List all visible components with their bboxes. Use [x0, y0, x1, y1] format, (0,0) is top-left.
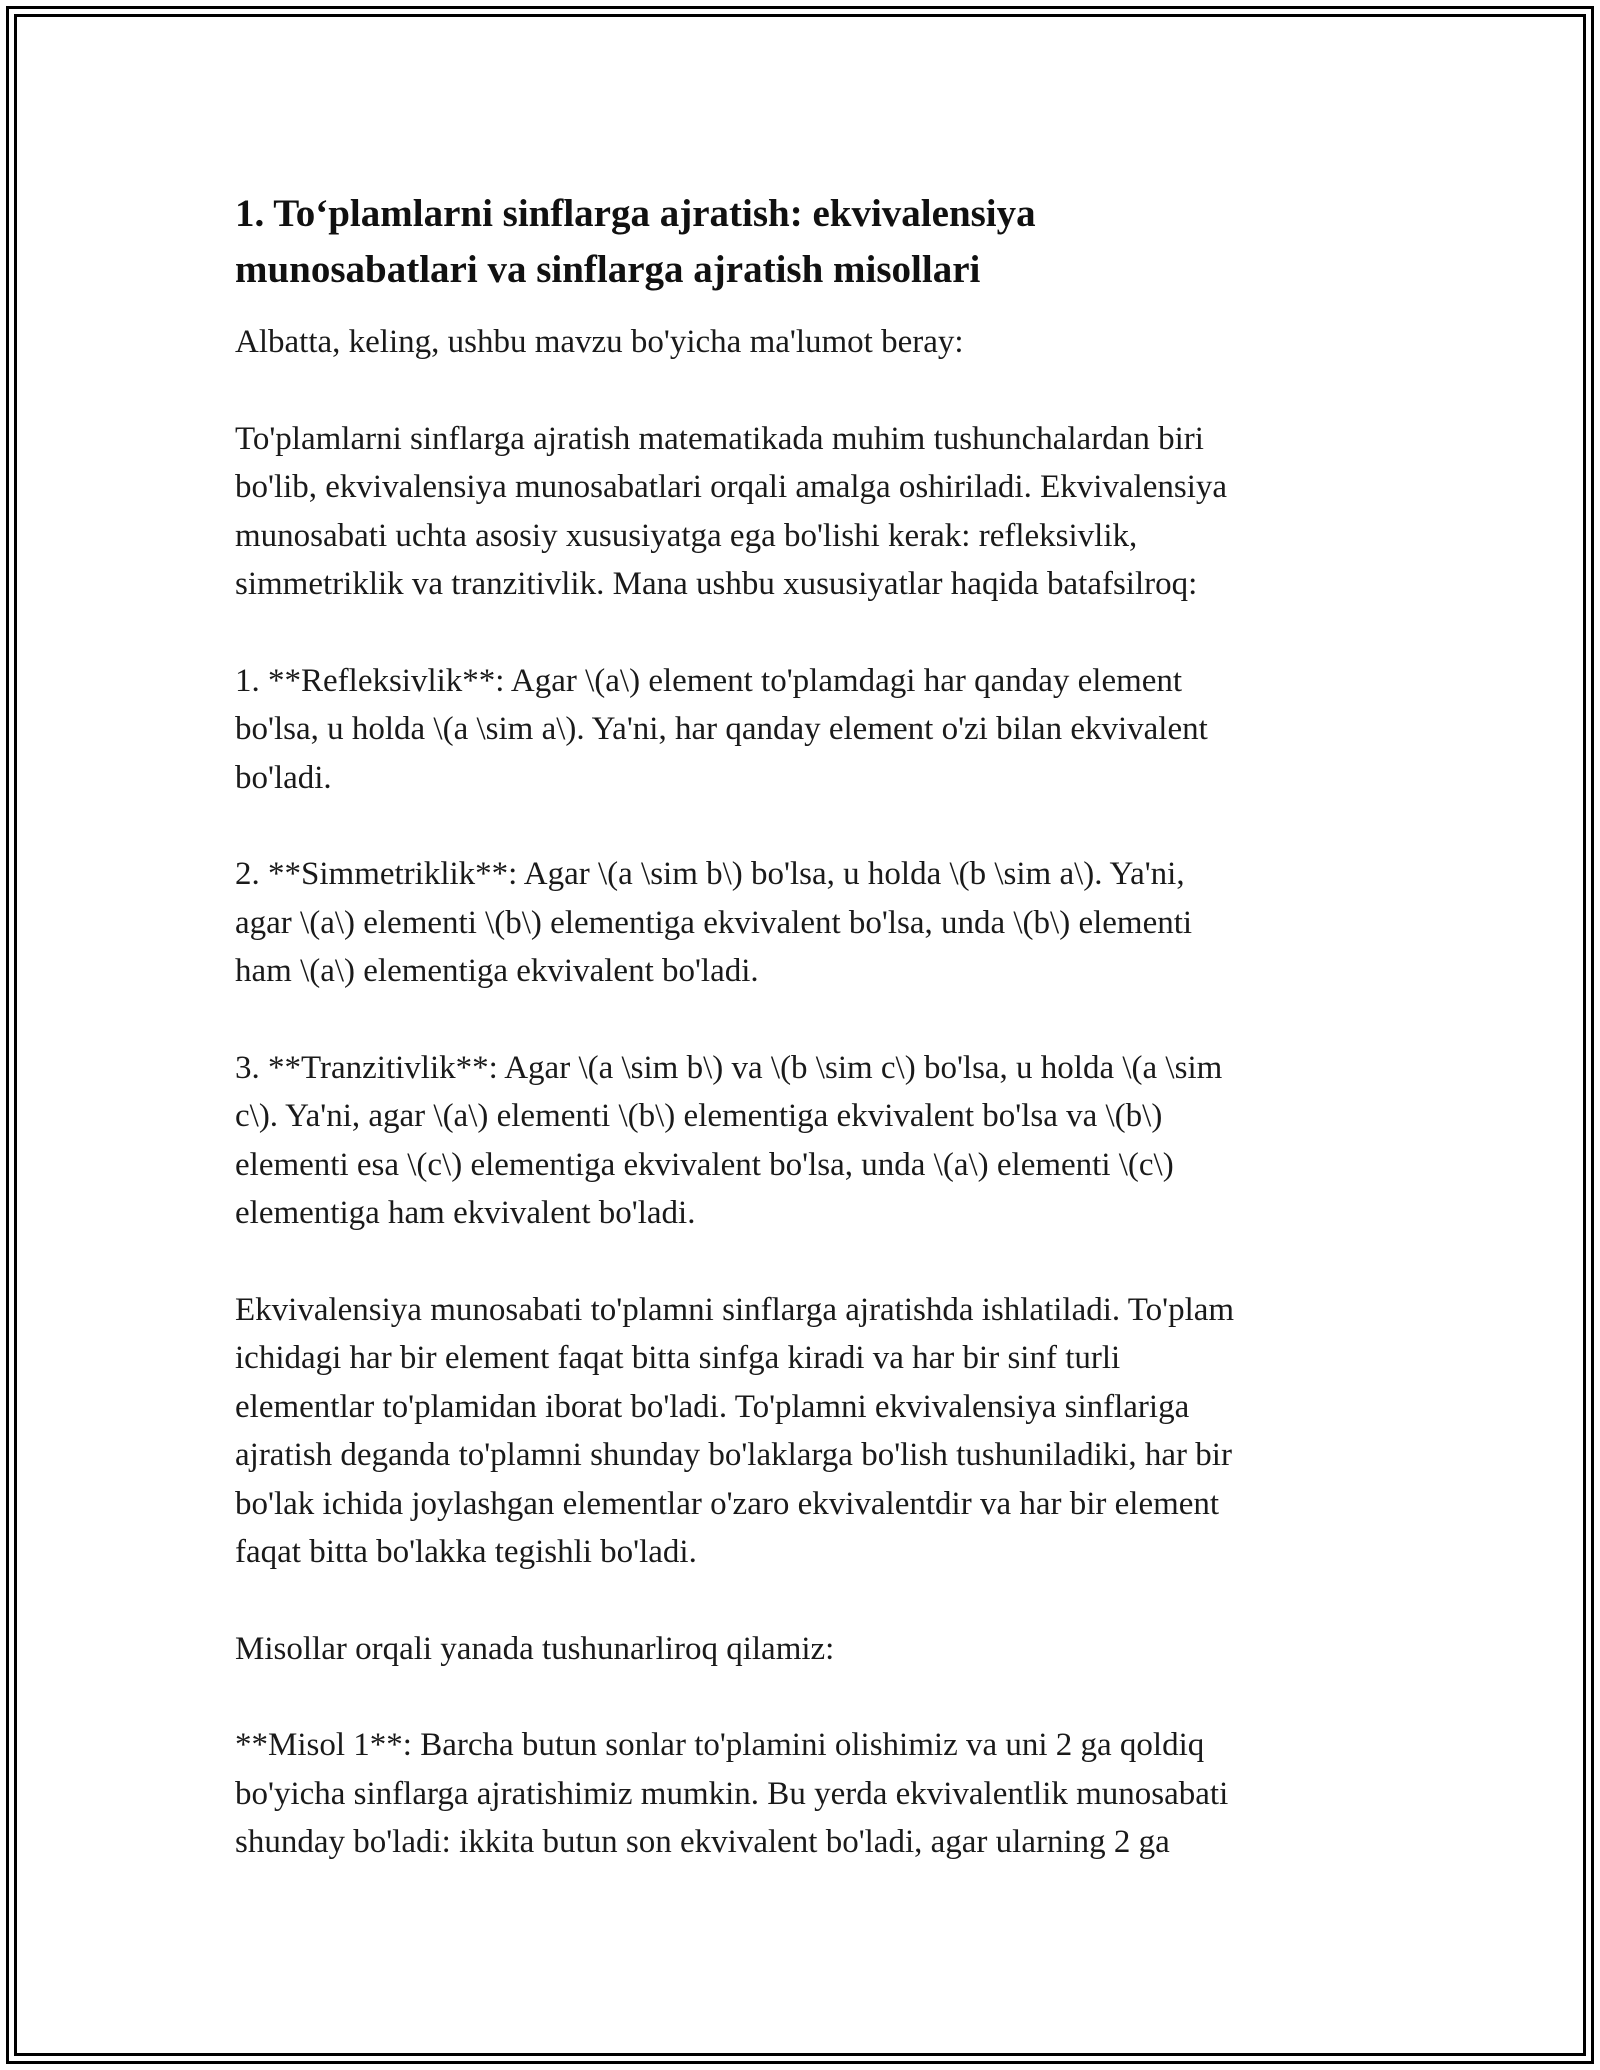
text-line: elementiga ham ekvivalent bo'ladi. [235, 1195, 696, 1231]
text-line: bo'ladi. [235, 759, 332, 796]
text-line: bo'lib, ekvivalensiya munosabatlari orqali amalga oshiriladi. Ekvivalensiya [235, 469, 1228, 505]
usage-paragraph [235, 1286, 1375, 1577]
title-line: 1. To‘plamlarni sinflarga ajratish: ekvivalensiya [235, 192, 1036, 235]
text-line: **Misol 1**: Barcha butun sonlar to'plamini olishimiz va uni 2 ga qoldiq [235, 1727, 1205, 1763]
text-line: elementlar to'plamidan iborat bo'ladi. To'plamni ekvivalensiya sinflariga [235, 1388, 1190, 1425]
text-line: agar \(a\) elementi \(b\) elementiga ekvivalent bo'lsa, unda \(b\) elementi [235, 904, 1193, 941]
example-1-paragraph [235, 1721, 1375, 1867]
text-line: ichidagi har bir element faqat bitta sinfga kiradi va har bir sinf turli [235, 1340, 1121, 1376]
text-line: ajratish deganda to'plamni shunday bo'laklarga bo'lish tushuniladiki, har bir [235, 1437, 1232, 1473]
document-title [235, 186, 1375, 298]
text-line: bo'yicha sinflarga ajratishimiz mumkin. Bu yerda ekvivalentlik munosabati [235, 1775, 1229, 1812]
document-body [235, 186, 1375, 1915]
text-line: shunday bo'ladi: ikkita butun son ekvivalent bo'ladi, agar ularning 2 ga [235, 1824, 1170, 1860]
text-line: bo'lsa, u holda \(a \sim a\). Ya'ni, har qanday element o'zi bilan ekvivalent [235, 711, 1208, 747]
text-line: Albatta, keling, ushbu mavzu bo'yicha ma'lumot beray: [235, 324, 964, 360]
text-line: To'plamlarni sinflarga ajratish matematikada muhim tushunchalardan biri [235, 420, 1204, 457]
text-line: Misollar orqali yanada tushunarliroq qilamiz: [235, 1630, 835, 1667]
text-line: Ekvivalensiya munosabati to'plamni sinflarga ajratishda ishlatiladi. To'plam [235, 1291, 1235, 1328]
title-line: munosabatlari va sinflarga ajratish misollari [235, 248, 981, 291]
symmetry-item [235, 850, 1375, 996]
text-line: 1. **Refleksivlik**: Agar \(a\) element to'plamdagi har qanday element [235, 662, 1183, 699]
text-line: c\). Ya'ni, agar \(a\) elementi \(b\) elementiga ekvivalent bo'lsa va \(b\) [235, 1098, 1163, 1134]
transitivity-item [235, 1044, 1375, 1238]
examples-intro-paragraph [235, 1625, 1375, 1674]
text-line: elementi esa \(c\) elementiga ekvivalent bo'lsa, unda \(a\) elementi \(c\) [235, 1146, 1174, 1183]
reflexivity-item [235, 657, 1375, 803]
text-line: ham \(a\) elementiga ekvivalent bo'ladi. [235, 953, 759, 989]
text-line: 3. **Tranzitivlik**: Agar \(a \sim b\) va \(b \sim c\) bo'lsa, u holda \(a \sim [235, 1049, 1223, 1086]
overview-paragraph [235, 415, 1375, 609]
text-line: faqat bitta bo'lakka tegishli bo'ladi. [235, 1534, 697, 1570]
text-line: simmetriklik va tranzitivlik. Mana ushbu xususiyatlar haqida batafsilroq: [235, 566, 1198, 602]
text-line: 2. **Simmetriklik**: Agar \(a \sim b\) bo'lsa, u holda \(b \sim a\). Ya'ni, [235, 856, 1185, 892]
intro-paragraph [235, 318, 1375, 367]
text-line: munosabati uchta asosiy xususiyatga ega bo'lishi kerak: refleksivlik, [235, 517, 1138, 554]
text-line: bo'lak ichida joylashgan elementlar o'zaro ekvivalentdir va har bir element [235, 1485, 1220, 1522]
